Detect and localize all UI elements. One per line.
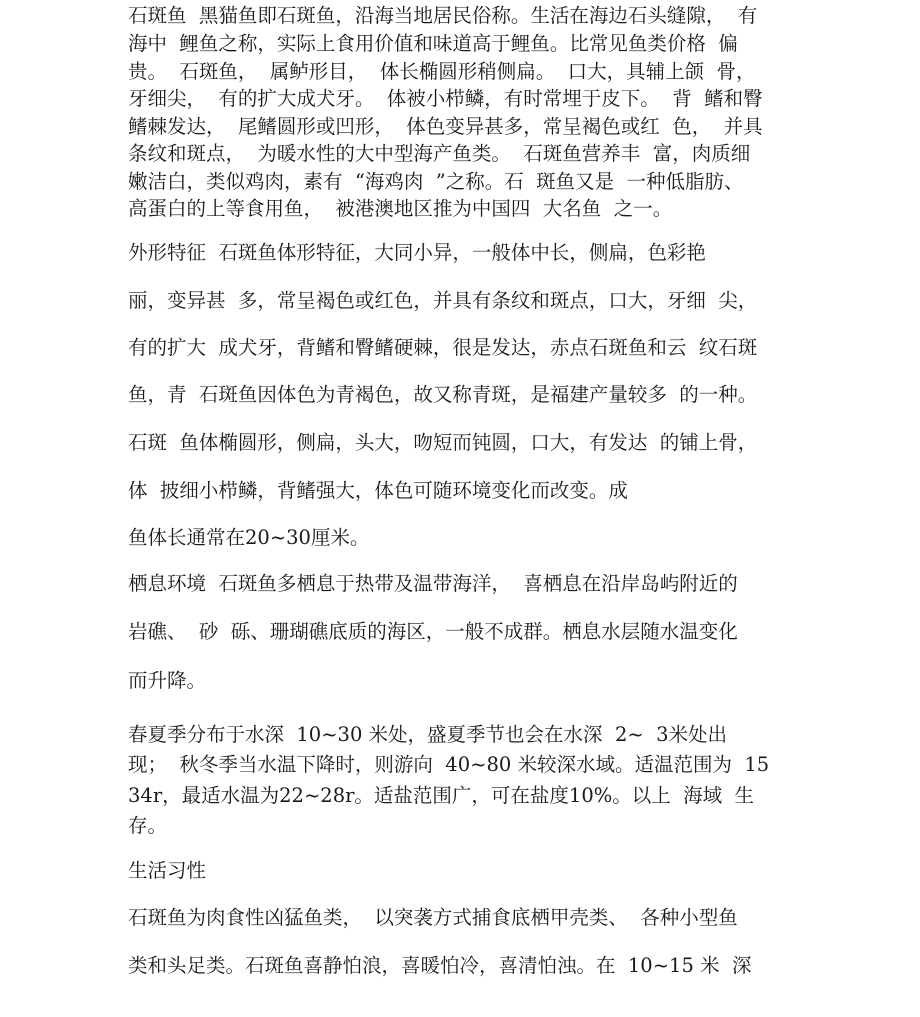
text-line: 石斑鱼 黑猫鱼即石斑鱼，沿海当地居民俗称。生活在海边石头缝隙， 有 [128, 4, 758, 27]
text-line: 条纹和斑点， 为暖水性的大中型海产鱼类。 石斑鱼营养丰 富，肉质细 [128, 142, 751, 165]
text-line: 牙细尖， 有的扩大成犬牙。 体被小栉鳞，有时常埋于皮下。 背 鳍和臀 [128, 87, 763, 110]
text-line: 鱼体长通常在20~30厘米。 [128, 526, 370, 549]
text-line: 鳍棘发达， 尾鳍圆形或凹形， 体色变异甚多，常呈褐色或红 色， 并具 [128, 115, 763, 138]
text-line: 现； 秋冬季当水温下降时，则游向 40~80 米较深水域。适温范围为 15 [128, 753, 770, 776]
text-line: 类和头足类。石斑鱼喜静怕浪，喜暖怕冷，喜清怕浊。在 10~15 米 深 [128, 954, 752, 977]
text-line: 嫩洁白，类似鸡肉，素有 “海鸡肉 ”之称。石 斑鱼又是 一种低脂肪、 [128, 170, 744, 193]
text-line: 鱼，青 石斑鱼因体色为青褐色，故又称青斑，是福建产量较多 的一种。 [128, 383, 758, 406]
text-line: 丽，变异甚 多，常呈褐色或红色，并具有条纹和斑点，口大，牙细 尖， [128, 289, 758, 312]
text-line: 外形特征 石斑鱼体形特征，大同小异，一般体中长，侧扁，色彩艳 [128, 241, 706, 264]
section-heading: 生活习性 [128, 859, 207, 882]
text-line: 岩礁、 砂 砾、珊瑚礁底质的海区，一般不成群。栖息水层随水温变化 [128, 620, 738, 643]
text-line: 而升降。 [128, 669, 207, 692]
text-line: 有的扩大 成犬牙，背鳍和臀鳍硬棘，很是发达，赤点石斑鱼和云 纹石斑 [128, 336, 758, 359]
text-line: 体 披细小栉鳞，背鳍强大，体色可随环境变化而改变。成 [128, 479, 628, 502]
text-line: 栖息环境 石斑鱼多栖息于热带及温带海洋， 喜栖息在沿岸岛屿附近的 [128, 572, 738, 595]
text-line: 海中 鲤鱼之称，实际上食用价值和味道高于鲤鱼。比常见鱼类价格 偏 [128, 32, 738, 55]
text-line: 石斑鱼为肉食性凶猛鱼类， 以突袭方式捕食底栖甲壳类、 各种小型鱼 [128, 906, 738, 929]
text-line: 石斑 鱼体椭圆形，侧扁，头大，吻短而钝圆，口大，有发达 的铺上骨， [128, 431, 758, 454]
text-line: 存。 [128, 814, 168, 837]
text-line: 34r，最适水温为22~28r。适盐范围广，可在盐度10%。以上 海域 生 [128, 784, 755, 807]
text-line: 贵。 石斑鱼， 属鲈形目， 体长椭圆形稍侧扁。 口大，具辅上颌 骨， [128, 60, 756, 83]
text-line: 高蛋白的上等食用鱼， 被港澳地区推为中国四 大名鱼 之一。 [128, 197, 673, 220]
text-line: 春夏季分布于水深 10~30 米处，盛夏季节也会在水深 2~ 3米处出 [128, 723, 728, 746]
